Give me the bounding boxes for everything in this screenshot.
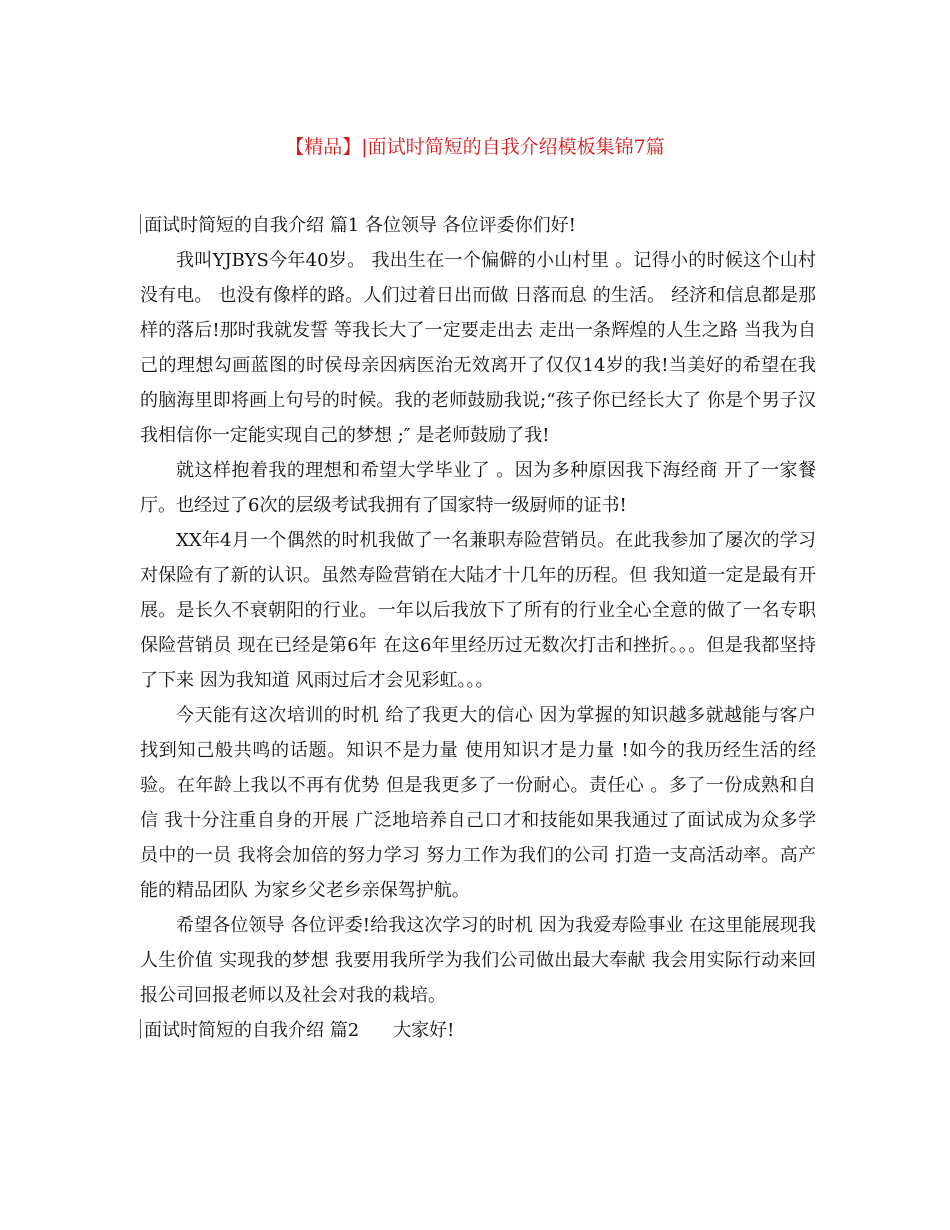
document-body [140, 208, 816, 1048]
section-2-heading [140, 1013, 816, 1048]
section-2-heading-text: 面试时简短的自我介绍 篇2 [144, 1020, 360, 1041]
paragraph-2: 就这样抱着我的理想和希望大学毕业了 。因为多种原因我下海经商 开了一家餐厅。也经过了6次的层级考试我拥有了国家特一级厨师的证书! [140, 460, 816, 516]
paragraph-4: 今天能有这次培训的时机 给了我更大的信心 因为掌握的知识越多就越能与客户找到知己般共鸣的话题。知识不是力量 使用知识才是力量 !如今的我历经生活的经验。在年龄上我以不再有优势 但是我更多了一份耐心。责任心 。多了一份成熟和自信 我十分注重自身的开展 广泛地培养自己口才和技能如果我通过了面试成为众多学员中的一员 我将会加倍的努力学习 努力工作为我们的公司 打造一支高活动率。高产能的精品团队 为家乡父老乡亲保驾护航。 [140, 705, 816, 901]
section-1-heading-text: 面试时简短的自我介绍 篇1 各位领导 各位评委你们好! [144, 215, 576, 236]
document-title: 【精品】|面试时简短的自我介绍模板集锦7篇 [285, 136, 665, 158]
cursor-bar-icon [140, 1019, 141, 1039]
paragraph-1: 我叫YJBYS今年40岁。 我出生在一个偏僻的小山村里 。记得小的时候这个山村没有电。 也没有像样的路。人们过着日出而做 日落而息 的生活。 经济和信息都是那样的落后!那时我就发誓 等我长大了一定要走出去 走出一条辉煌的人生之路 当我为自己的理想勾画蓝图的时侯母亲因病医治无效离开了仅仅14岁的我!当美好的希望在我的脑海里即将画上句号的时候。我的老师鼓励我说;“孩子你已经长大了 你是个男子汉我相信你一定能实现自己的梦想 ;″ 是老师鼓励了我! [140, 250, 816, 446]
section-1-heading [140, 208, 816, 243]
paragraph-5: 希望各位领导 各位评委!给我这次学习的时机 因为我爱寿险事业 在这里能展现我人生价值 实现我的梦想 我要用我所学为我们公司做出最大奉献 我会用实际行动来回报公司回报老师以及社会对我的栽培。 [140, 915, 816, 1006]
section-2-greeting: 大家好! [393, 1020, 455, 1041]
paragraph-3: XX年4月一个偶然的时机我做了一名兼职寿险营销员。在此我参加了屡次的学习 对保险有了新的认识。虽然寿险营销在大陆才十几年的历程。但 我知道一定是最有开展。是长久不衰朝阳的行业。一年以后我放下了所有的行业全心全意的做了一名专职保险营销员 现在已经是第6年 在这6年里经历过无数次打击和挫折。。。但是我都坚持了下来 因为我知道 风雨过后才会见彩虹。。。 [140, 530, 816, 691]
cursor-bar-icon [140, 214, 141, 234]
